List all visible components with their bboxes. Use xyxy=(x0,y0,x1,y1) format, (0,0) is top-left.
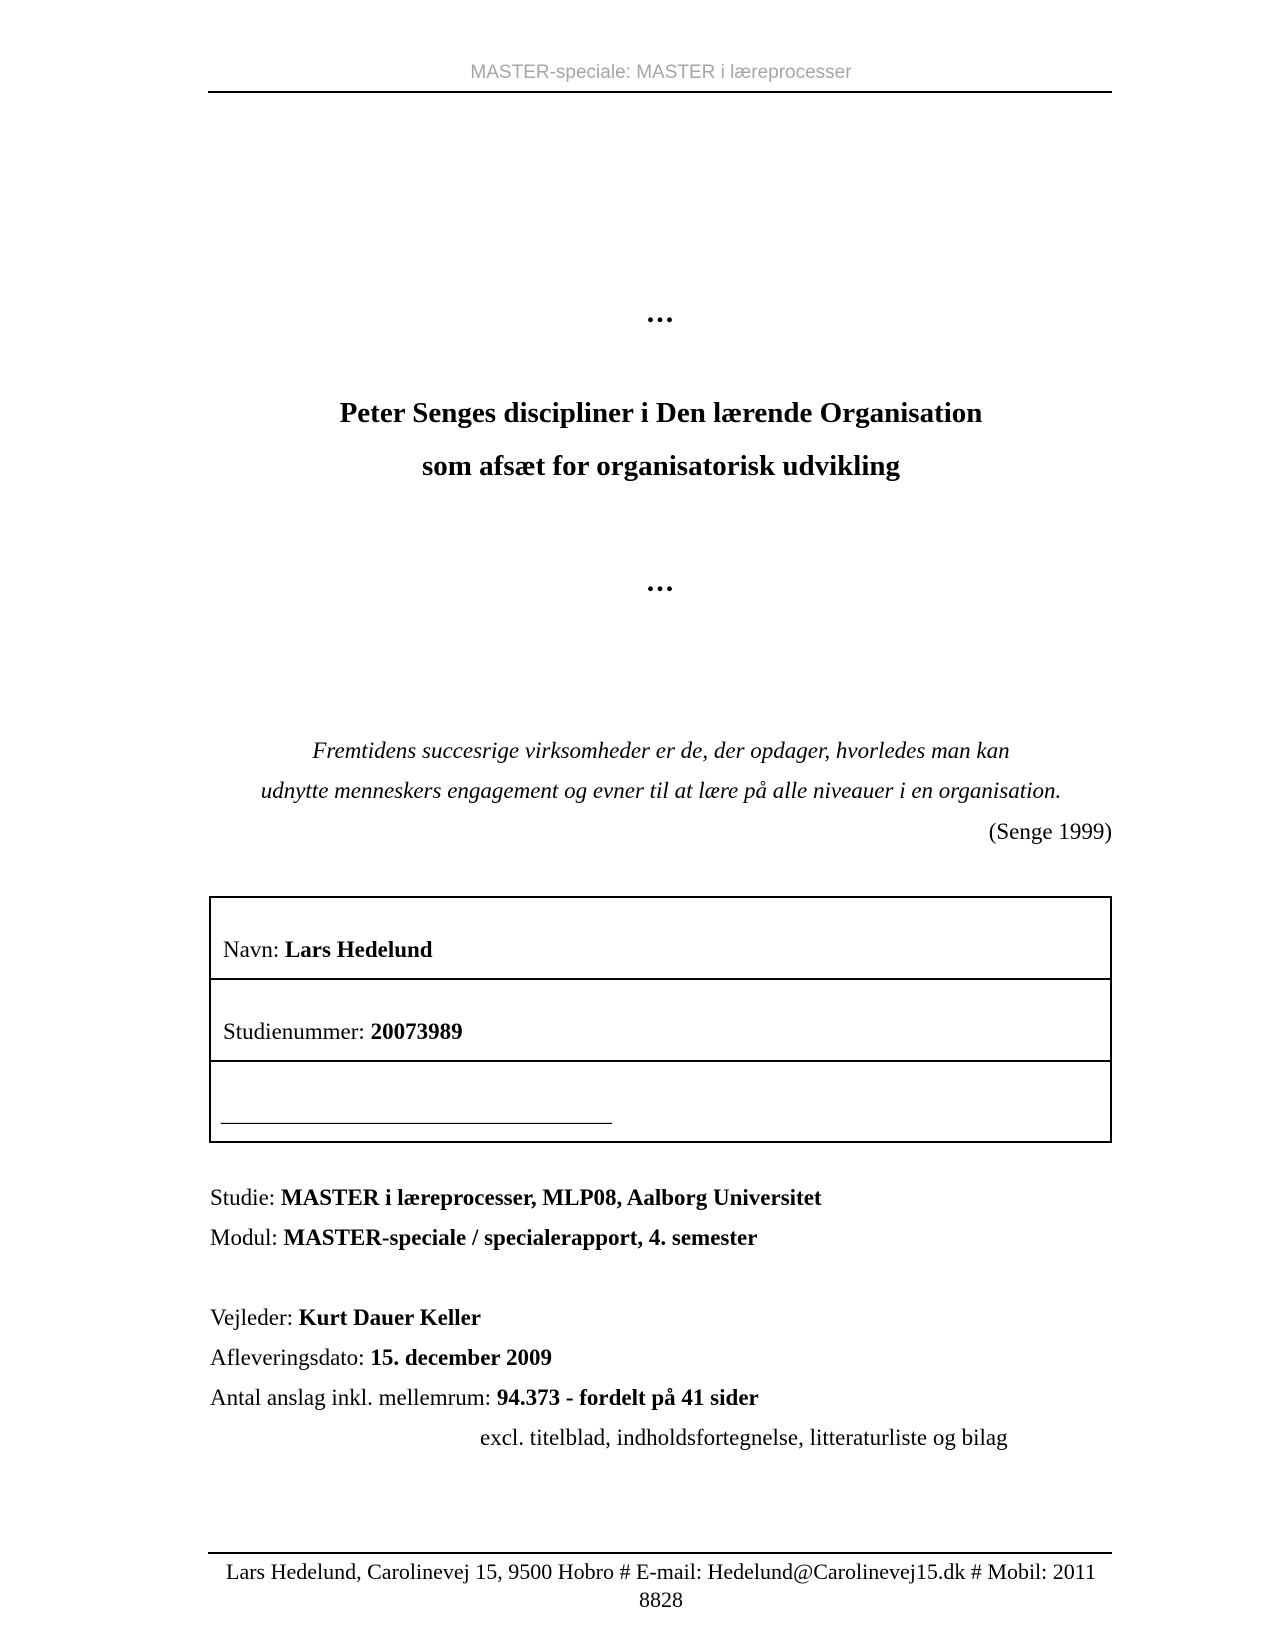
quote-attribution: (Senge 1999) xyxy=(988,819,1112,844)
afleveringsdato-line xyxy=(210,1338,1112,1378)
vejleder-label: Vejleder: xyxy=(210,1305,299,1330)
header-divider-line xyxy=(208,91,1112,93)
antal-anslag-line xyxy=(210,1378,1112,1418)
antal-anslag-note: excl. titelblad, indholdsfortegnelse, litteraturliste og bilag xyxy=(480,1425,1008,1450)
table-row-student-number xyxy=(211,980,1110,1062)
student-info-table xyxy=(209,896,1112,1143)
table-row-name xyxy=(211,898,1110,980)
epigraph-quote xyxy=(210,731,1112,811)
ornament-ellipsis-top: ... xyxy=(646,296,676,329)
page-footer-contact: Lars Hedelund, Carolinevej 15, 9500 Hobro # E-mail: Hedelund@Carolinevej15.dk # Mobil: 2011 8828 xyxy=(226,1559,1096,1612)
antal-anslag-label: Antal anslag inkl. mellemrum: xyxy=(210,1385,497,1410)
epigraph-quote-line1: Fremtidens succesrige virksomheder er de, der opdager, hvorledes man kan xyxy=(312,738,1010,763)
modul-value: MASTER-speciale / specialerapport, 4. semester xyxy=(283,1225,758,1250)
epigraph-quote-line2: udnytte menneskers engagement og evner til at lære på alle niveauer i en organisation. xyxy=(260,778,1062,803)
name-label: Navn: xyxy=(223,937,285,962)
student-number-label: Studienummer: xyxy=(223,1019,371,1044)
studie-label: Studie: xyxy=(210,1185,281,1210)
afleveringsdato-label: Afleveringsdato: xyxy=(210,1345,371,1370)
antal-anslag-value: 94.373 - fordelt på 41 sider xyxy=(496,1385,759,1410)
submission-details-block xyxy=(210,1298,1112,1458)
document-title xyxy=(210,387,1112,493)
table-row-signature xyxy=(211,1062,1110,1141)
modul-line xyxy=(210,1218,1112,1258)
studie-line xyxy=(210,1178,1112,1218)
modul-label: Modul: xyxy=(210,1225,284,1250)
page-header-title: MASTER-speciale: MASTER i læreprocesser xyxy=(470,62,852,83)
document-title-line1: Peter Senges discipliner i Den lærende Organisation xyxy=(339,397,983,429)
study-details-block xyxy=(210,1178,1112,1258)
vejleder-value: Kurt Dauer Keller xyxy=(298,1305,482,1330)
ornament-ellipsis-middle: ... xyxy=(646,565,676,598)
signature-line: __________________________________ xyxy=(221,1101,612,1126)
student-number-value: 20073989 xyxy=(370,1019,463,1044)
afleveringsdato-value: 15. december 2009 xyxy=(370,1345,552,1370)
studie-value: MASTER i læreprocesser, MLP08, Aalborg Universitet xyxy=(280,1185,822,1210)
vejleder-line xyxy=(210,1298,1112,1338)
name-value: Lars Hedelund xyxy=(284,937,433,962)
footer-divider-line xyxy=(208,1552,1112,1554)
document-title-line2: som afsæt for organisatorisk udvikling xyxy=(421,450,901,482)
